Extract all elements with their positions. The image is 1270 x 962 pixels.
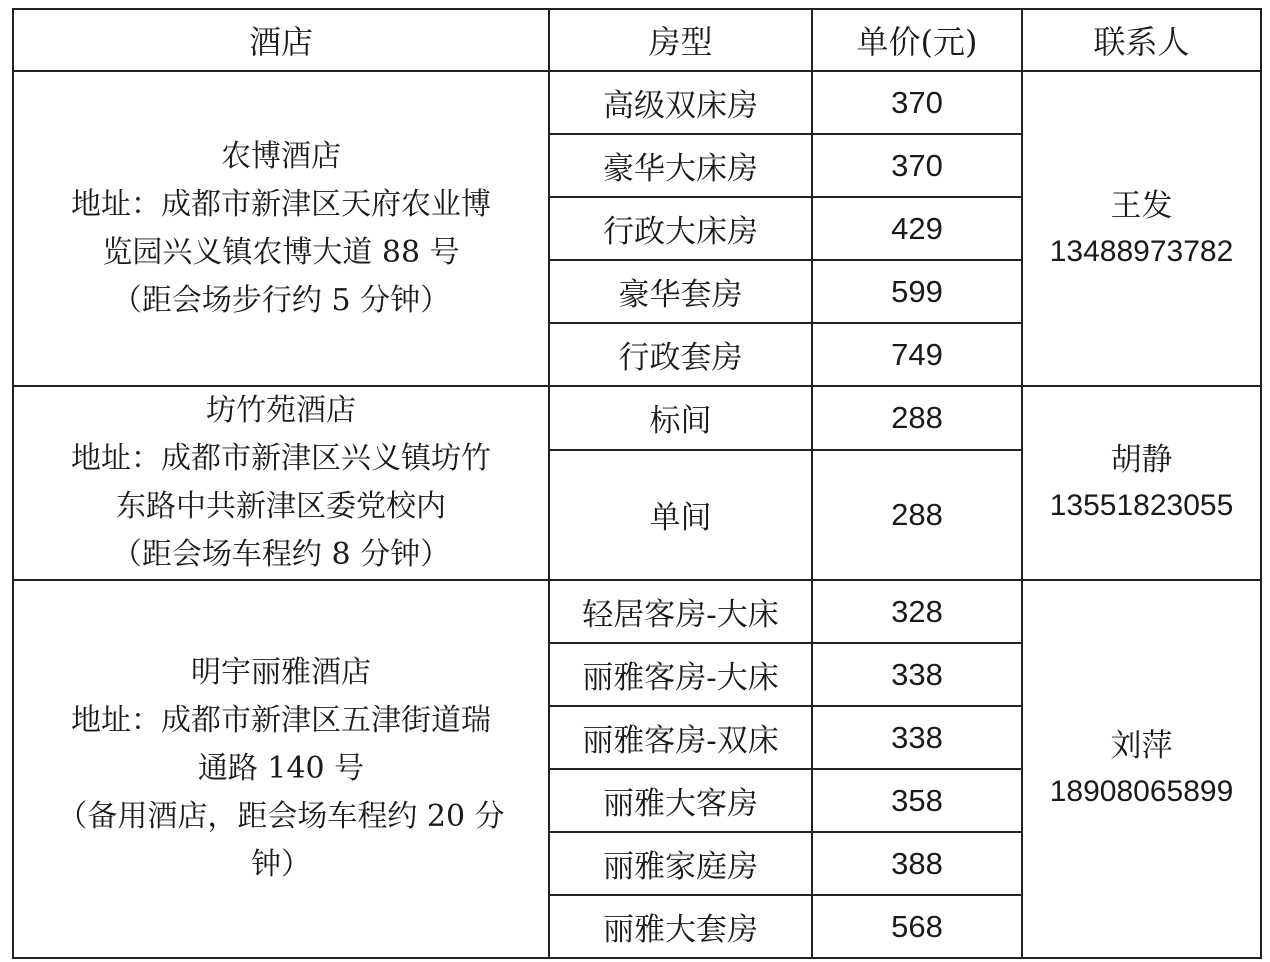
contact-cell (1022, 386, 1261, 580)
header-price: 单价(元) (812, 9, 1022, 71)
header-room-type: 房型 (549, 9, 812, 71)
header-row (13, 9, 1261, 71)
table-row (13, 580, 1261, 643)
hotel-address: 地址：成都市新津区兴义镇坊竹 (71, 441, 491, 476)
room-price: 429 (812, 197, 1022, 260)
hotel-info-fangzhuyuan (13, 386, 549, 580)
room-price: 338 (812, 706, 1022, 769)
hotel-address: 通路 140 号 (197, 751, 365, 786)
table-row (13, 71, 1261, 134)
hotel-note: （距会场车程约 8 分钟） (111, 537, 451, 572)
room-price: 749 (812, 323, 1022, 386)
contact-phone: 13551823055 (1049, 489, 1234, 522)
room-price: 328 (812, 580, 1022, 643)
contact-phone: 18908065899 (1049, 775, 1234, 808)
room-type: 豪华套房 (549, 260, 812, 323)
hotel-info-nongbo (13, 71, 549, 386)
contact-name: 胡静 (1110, 442, 1173, 478)
hotel-name: 农博酒店 (221, 138, 341, 174)
room-price: 288 (812, 386, 1022, 450)
hotel-address: 地址：成都市新津区五津街道瑞 (71, 703, 491, 738)
room-price: 358 (812, 769, 1022, 832)
room-type: 丽雅家庭房 (549, 832, 812, 895)
hotel-note: （距会场步行约 5 分钟） (111, 282, 451, 318)
hotel-address: 览园兴义镇农博大道 88 号 (102, 234, 460, 270)
hotel-address: 地址：成都市新津区天府农业博 (71, 186, 491, 222)
room-type: 丽雅客房-大床 (549, 643, 812, 706)
hotel-name: 明宇丽雅酒店 (191, 655, 371, 690)
room-price: 338 (812, 643, 1022, 706)
room-type: 豪华大床房 (549, 134, 812, 197)
room-type: 行政套房 (549, 323, 812, 386)
room-price: 288 (812, 450, 1022, 580)
hotel-price-table (12, 8, 1262, 959)
room-price: 370 (812, 71, 1022, 134)
hotel-info-mingyu-liya (13, 580, 549, 958)
room-price: 599 (812, 260, 1022, 323)
hotel-address: 东路中共新津区委党校内 (116, 489, 446, 524)
room-type: 丽雅大套房 (549, 895, 812, 958)
room-type: 轻居客房-大床 (549, 580, 812, 643)
contact-name: 刘萍 (1110, 728, 1173, 764)
room-price: 388 (812, 832, 1022, 895)
contact-cell (1022, 71, 1261, 386)
contact-name: 王发 (1110, 187, 1173, 224)
contact-phone: 13488973782 (1049, 234, 1234, 268)
room-type: 丽雅大客房 (549, 769, 812, 832)
room-type: 单间 (549, 450, 812, 580)
room-type: 行政大床房 (549, 197, 812, 260)
hotel-note: 钟） (251, 847, 311, 882)
header-contact: 联系人 (1022, 9, 1261, 71)
room-type: 高级双床房 (549, 71, 812, 134)
table-row (13, 386, 1261, 450)
room-type: 标间 (549, 386, 812, 450)
hotel-name: 坊竹苑酒店 (206, 393, 356, 428)
header-hotel: 酒店 (13, 9, 549, 71)
room-price: 370 (812, 134, 1022, 197)
hotel-note: （备用酒店，距会场车程约 20 分 (57, 799, 505, 834)
contact-cell (1022, 580, 1261, 958)
room-type: 丽雅客房-双床 (549, 706, 812, 769)
room-price: 568 (812, 895, 1022, 958)
